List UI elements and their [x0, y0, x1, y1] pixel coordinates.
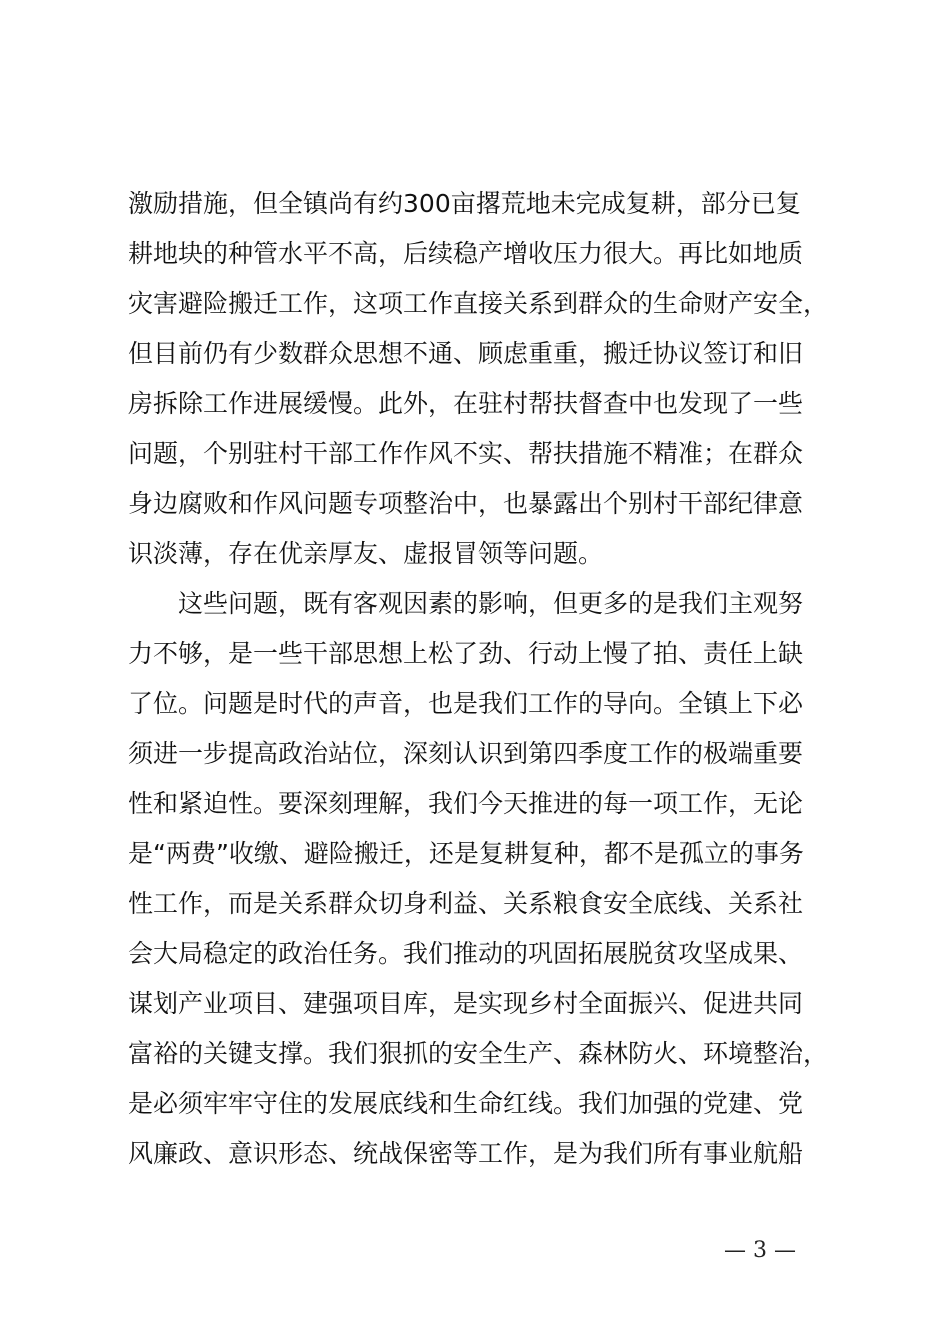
text-line: 是“两费”收缴、避险搬迁，还是复耕复种，都不是孤立的事务 [128, 839, 804, 868]
text-line: 富裕的关键支撑。我们狠抓的安全生产、森林防火、环境整治， [128, 1039, 829, 1068]
body-text [128, 179, 848, 1179]
text-line: 了位。问题是时代的声音，也是我们工作的导向。全镇上下必 [128, 689, 804, 718]
text-line: 激励措施，但全镇尚有约300亩撂荒地未完成复耕，部分已复 [128, 189, 801, 218]
text-line: 力不够，是一些干部思想上松了劲、行动上慢了拍、责任上缺 [128, 639, 804, 668]
text-line: 会大局稳定的政治任务。我们推动的巩固拓展脱贫攻坚成果、 [128, 939, 804, 968]
text-line: 识淡薄，存在优亲厚友、虚报冒领等问题。 [128, 539, 604, 568]
text-line: 风廉政、意识形态、统战保密等工作，是为我们所有事业航船 [128, 1139, 804, 1168]
page-number: — 3 — [724, 1238, 796, 1263]
text-line: 是必须牢牢守住的发展底线和生命红线。我们加强的党建、党 [128, 1089, 804, 1118]
paragraph-first-line: 这些问题，既有客观因素的影响，但更多的是我们主观努 [178, 589, 804, 618]
text-line: 谋划产业项目、建强项目库，是实现乡村全面振兴、促进共同 [128, 989, 804, 1018]
text-line: 问题，个别驻村干部工作作风不实、帮扶措施不精准；在群众 [128, 439, 804, 468]
text-line: 性和紧迫性。要深刻理解，我们今天推进的每一项工作，无论 [128, 789, 804, 818]
text-line: 耕地块的种管水平不高，后续稳产增收压力很大。再比如地质 [128, 239, 804, 268]
text-line: 性工作，而是关系群众切身利益、关系粮食安全底线、关系社 [128, 889, 804, 918]
text-line: 身边腐败和作风问题专项整治中，也暴露出个别村干部纪律意 [128, 489, 804, 518]
text-line: 灾害避险搬迁工作，这项工作直接关系到群众的生命财产安全， [128, 289, 829, 318]
text-line: 但目前仍有少数群众思想不通、顾虑重重，搬迁协议签订和旧 [128, 339, 804, 368]
text-line: 房拆除工作进展缓慢。此外，在驻村帮扶督查中也发现了一些 [128, 389, 804, 418]
text-line: 须进一步提高政治站位，深刻认识到第四季度工作的极端重要 [128, 739, 804, 768]
